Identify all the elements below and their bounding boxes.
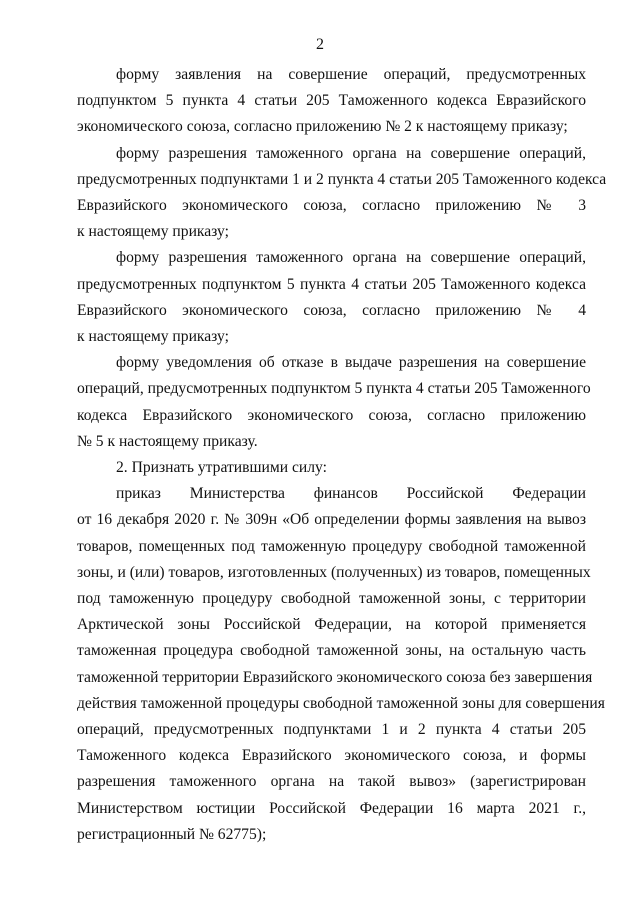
text-line: приказ Министерства финансов Российской Федерации	[116, 485, 586, 503]
text-line: предусмотренных подпунктами 1 и 2 пункта 4 статьи 205 Таможенного кодекса	[77, 170, 607, 188]
text-line: предусмотренных подпунктом 5 пункта 4 статьи 205 Таможенного кодекса	[77, 275, 586, 293]
paragraph-form-application	[77, 62, 586, 141]
text-line: Евразийского экономического союза, согласно приложению № 4	[77, 301, 586, 319]
text-line: к настоящему приказу;	[77, 328, 229, 346]
text-line: зоны, и (или) товаров, изготовленных (полученных) из товаров, помещенных	[77, 563, 591, 581]
text-line: к настоящему приказу;	[77, 223, 229, 241]
text-line: форму разрешения таможенного органа на совершение операций,	[116, 249, 586, 267]
text-line: разрешения таможенного органа на такой вывоз» (зарегистрирован	[77, 773, 586, 791]
text-line: таможенной территории Евразийского экономического союза без завершения	[77, 668, 593, 686]
document-body	[77, 62, 607, 848]
text-line: форму разрешения таможенного органа на совершение операций,	[116, 144, 586, 162]
text-line: регистрационный № 62775);	[77, 825, 267, 843]
text-line: таможенная процедура свободной таможенной зоны, на остальную часть	[77, 642, 586, 660]
paragraph-repeal-heading	[77, 455, 586, 481]
text-line: Евразийского экономического союза, согласно приложению № 3	[77, 197, 586, 215]
text-line: 2. Признать утратившими силу:	[116, 459, 327, 477]
paragraph-form-permit-1-2	[77, 141, 607, 246]
text-line: экономического союза, согласно приложению № 2 к настоящему приказу;	[77, 118, 568, 136]
text-line: Арктической зоны Российской Федерации, на которой применяется	[77, 616, 586, 634]
text-line: Таможенного кодекса Евразийского экономического союза, и формы	[77, 747, 586, 765]
text-line: от 16 декабря 2020 г. № 309н «Об определении формы заявления на вывоз	[77, 511, 586, 529]
paragraph-order-309n	[77, 481, 605, 848]
text-line: Министерством юстиции Российской Федерации 16 марта 2021 г.,	[77, 799, 586, 817]
text-line: операций, предусмотренных подпунктом 5 пункта 4 статьи 205 Таможенного	[77, 380, 591, 398]
text-line: форму заявления на совершение операций, предусмотренных	[116, 66, 586, 83]
text-line: товаров, помещенных под таможенную процедуру свободной таможенной	[77, 537, 586, 555]
paragraph-form-refusal	[77, 350, 591, 455]
text-line: № 5 к настоящему приказу.	[77, 432, 258, 450]
paragraph-form-permit-5	[77, 245, 586, 350]
text-line: под таможенную процедуру свободной таможенной зоны, с территории	[77, 590, 586, 608]
text-line: действия таможенной процедуры свободной таможенной зоны для совершения	[77, 694, 605, 712]
text-line: форму уведомления об отказе в выдаче разрешения на совершение	[116, 354, 586, 372]
text-line: операций, предусмотренных подпунктами 1 и 2 пункта 4 статьи 205	[77, 721, 586, 739]
text-line: подпунктом 5 пункта 4 статьи 205 Таможенного кодекса Евразийского	[77, 92, 586, 110]
text-line: кодекса Евразийского экономического союза, согласно приложению	[77, 406, 586, 424]
page-number: 2	[316, 36, 324, 53]
